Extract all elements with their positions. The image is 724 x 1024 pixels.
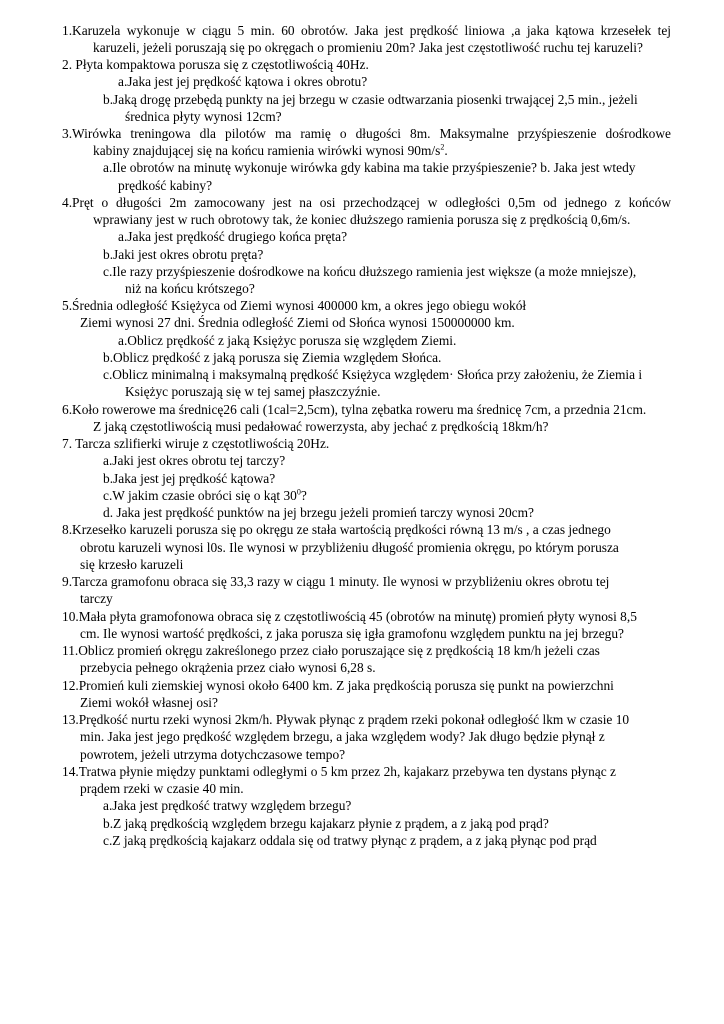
problem-13-line-2: min. Jaka jest jego prędkość względem brzegu, a jaka względem wody? Jak długo będzie płynął z xyxy=(80,729,605,744)
problem-4c-line-2: niż na końcu krótszego? xyxy=(125,281,255,296)
problem-2-line-1: 2. Płyta kompaktowa porusza się z częstotliwością 40Hz. xyxy=(62,57,369,72)
problem-12-line-1: 12.Promień kuli ziemskiej wynosi około 6400 km. Z jaka prędkością porusza się punkt na powierzchni xyxy=(62,678,614,693)
problem-3-exponent: 2 xyxy=(440,142,445,152)
problem-13-line-3: powrotem, jeżeli utrzyma dotychczasowe tempo? xyxy=(80,747,346,762)
problem-3a-line-2: prędkość kabiny? xyxy=(118,178,213,193)
problem-11-line-1: 11.Oblicz promień okręgu zakreślonego przez ciało poruszające się z prędkością 18 km/h jeżeli czas xyxy=(62,643,600,658)
problem-7-line-1: 7. Tarcza szlifierki wiruje z częstotliwością 20Hz. xyxy=(62,436,330,451)
problem-1-line-1: 1.Karuzela wykonuje w ciągu 5 min. 60 obrotów. Jaka jest prędkość liniowa ,a jaka kątowa krzesełek tej xyxy=(62,23,671,38)
problem-9-line-1: 9.Tarcza gramofonu obraca się 33,3 razy w ciągu 1 minuty. Ile wynosi w przybliżeniu okres obrotu tej xyxy=(62,574,610,589)
problem-7b: b.Jaka jest jej prędkość kątowa? xyxy=(103,471,276,486)
problem-14c: c.Z jaką prędkością kajakarz oddala się od tratwy płynąc z prądem, a z jaką płynąc pod prąd xyxy=(103,833,597,848)
problem-14a: a.Jaka jest prędkość tratwy względem brzegu? xyxy=(103,798,352,813)
problem-5-line-2: Ziemi wynosi 27 dni. Średnia odległość Ziemi od Słońca wynosi 150000000 km. xyxy=(80,315,515,330)
problem-14-line-1: 14.Tratwa płynie między punktami odległymi o 5 km przez 2h, kajakarz przebywa ten dystans płynąc z xyxy=(62,764,616,779)
problem-8-line-1: 8.Krzesełko karuzeli porusza się po okręgu ze stała wartością prędkości równą 13 m/s , a czas jednego xyxy=(62,522,611,537)
problem-14b: b.Z jaką prędkością względem brzegu kajakarz płynie z prądem, a z jaką pod prąd? xyxy=(103,816,549,831)
problem-3-line-2-end: . xyxy=(444,143,448,158)
problem-5c-line-2: Księżyc poruszają się w tej samej płaszczyźnie. xyxy=(125,384,381,399)
problem-3-line-2 xyxy=(93,142,448,159)
problem-7c-text: c.W jakim czasie obróci się o kąt 30 xyxy=(103,488,297,503)
problem-1-line-2: karuzeli, jeżeli poruszają się po okręgach o promieniu 20m? Jaka jest częstotliwość ruchu tej karuzeli? xyxy=(93,40,643,55)
problem-5b: b.Oblicz prędkość z jaką porusza się Ziemia względem Słońca. xyxy=(103,350,442,365)
problem-8-line-3: się krzesło karuzeli xyxy=(80,557,184,572)
problem-2b-line-1: b.Jaką drogę przebędą punkty na jej brzegu w czasie odtwarzania piosenki trwającej 2,5 min., jeżeli xyxy=(103,92,638,107)
problem-12-line-2: Ziemi wokół własnej osi? xyxy=(80,695,218,710)
problem-4a: a.Jaka jest prędkość drugiego końca pręta? xyxy=(118,229,348,244)
degree-exponent: 0 xyxy=(296,487,301,497)
problem-4-line-1: 4.Pręt o długości 2m zamocowany jest na osi przechodzącej w odległości 0,5m od jednego z końców xyxy=(62,195,671,210)
problem-3-line-1: 3.Wirówka treningowa dla pilotów ma ramię o długości 8m. Maksymalne przyśpieszenie dośrodkowe xyxy=(62,126,671,141)
problem-6-line-2: Z jaką częstotliwością musi pedałować rowerzysta, aby jechać z prędkością 18km/h? xyxy=(93,419,549,434)
problem-8-line-2: obrotu karuzeli wynosi l0s. Ile wynosi w przybliżeniu długość promienia okręgu, po którym porusza xyxy=(80,540,619,555)
problem-3-line-2-text: kabiny znajdującej się na końcu ramienia wirówki wynosi 90m/s xyxy=(93,143,441,158)
problem-3a-line-1: a.Ile obrotów na minutę wykonuje wirówka gdy kabina ma takie przyśpieszenie? b. Jaka jest wtedy xyxy=(103,160,636,175)
problem-14-line-2: prądem rzeki w czasie 40 min. xyxy=(80,781,244,796)
problem-7c xyxy=(103,487,307,504)
problem-7d: d. Jaka jest prędkość punktów na jej brzegu jeżeli promień tarczy wynosi 20cm? xyxy=(103,505,534,520)
problem-13-line-1: 13.Prędkość nurtu rzeki wynosi 2km/h. Pływak płynąc z prądem rzeki pokonał odległość lkm w czasie 10 xyxy=(62,712,630,727)
problem-5a: a.Oblicz prędkość z jaką Księżyc porusza się względem Ziemi. xyxy=(118,333,457,348)
problem-4c-line-1: c.Ile razy przyśpieszenie dośrodkowe na końcu dłuższego ramienia jest większe (a może mniejsze), xyxy=(103,264,637,279)
problem-4-line-2: wprawiany jest w ruch obrotowy tak, że koniec dłuższego ramienia porusza się z prędkością 0,6m/s. xyxy=(93,212,631,227)
problem-11-line-2: przebycia pełnego okrążenia przez ciało wynosi 6,28 s. xyxy=(80,660,376,675)
problem-10-line-1: 10.Mała płyta gramofonowa obraca się z częstotliwością 45 (obrotów na minutę) promień płyty wynosi 8,5 xyxy=(62,609,637,624)
problem-2a: a.Jaka jest jej prędkość kątowa i okres obrotu? xyxy=(118,74,368,89)
problem-10-line-2: cm. Ile wynosi wartość prędkości, z jaka porusza się igła gramofonu względem punktu na jej brzegu? xyxy=(80,626,625,641)
problem-5-line-1: 5.Średnia odległość Księżyca od Ziemi wynosi 400000 km, a okres jego obiegu wokół xyxy=(62,298,527,313)
problem-7a: a.Jaki jest okres obrotu tej tarczy? xyxy=(103,453,286,468)
problem-5c-line-1: c.Oblicz minimalną i maksymalną prędkość Księżyca względem· Słońca przy założeniu, że Ziemia i xyxy=(103,367,643,382)
problem-6-line-1: 6.Koło rowerowe ma średnicę26 cali (1cal=2,5cm), tylna zębatka roweru ma średnicę 7cm, a przednia 21cm. xyxy=(62,402,647,417)
problem-2b-line-2: średnica płyty wynosi 12cm? xyxy=(125,109,282,124)
problem-9-line-2: tarczy xyxy=(80,591,113,606)
problem-4b: b.Jaki jest okres obrotu pręta? xyxy=(103,247,264,262)
problem-7c-end: ? xyxy=(300,488,307,503)
